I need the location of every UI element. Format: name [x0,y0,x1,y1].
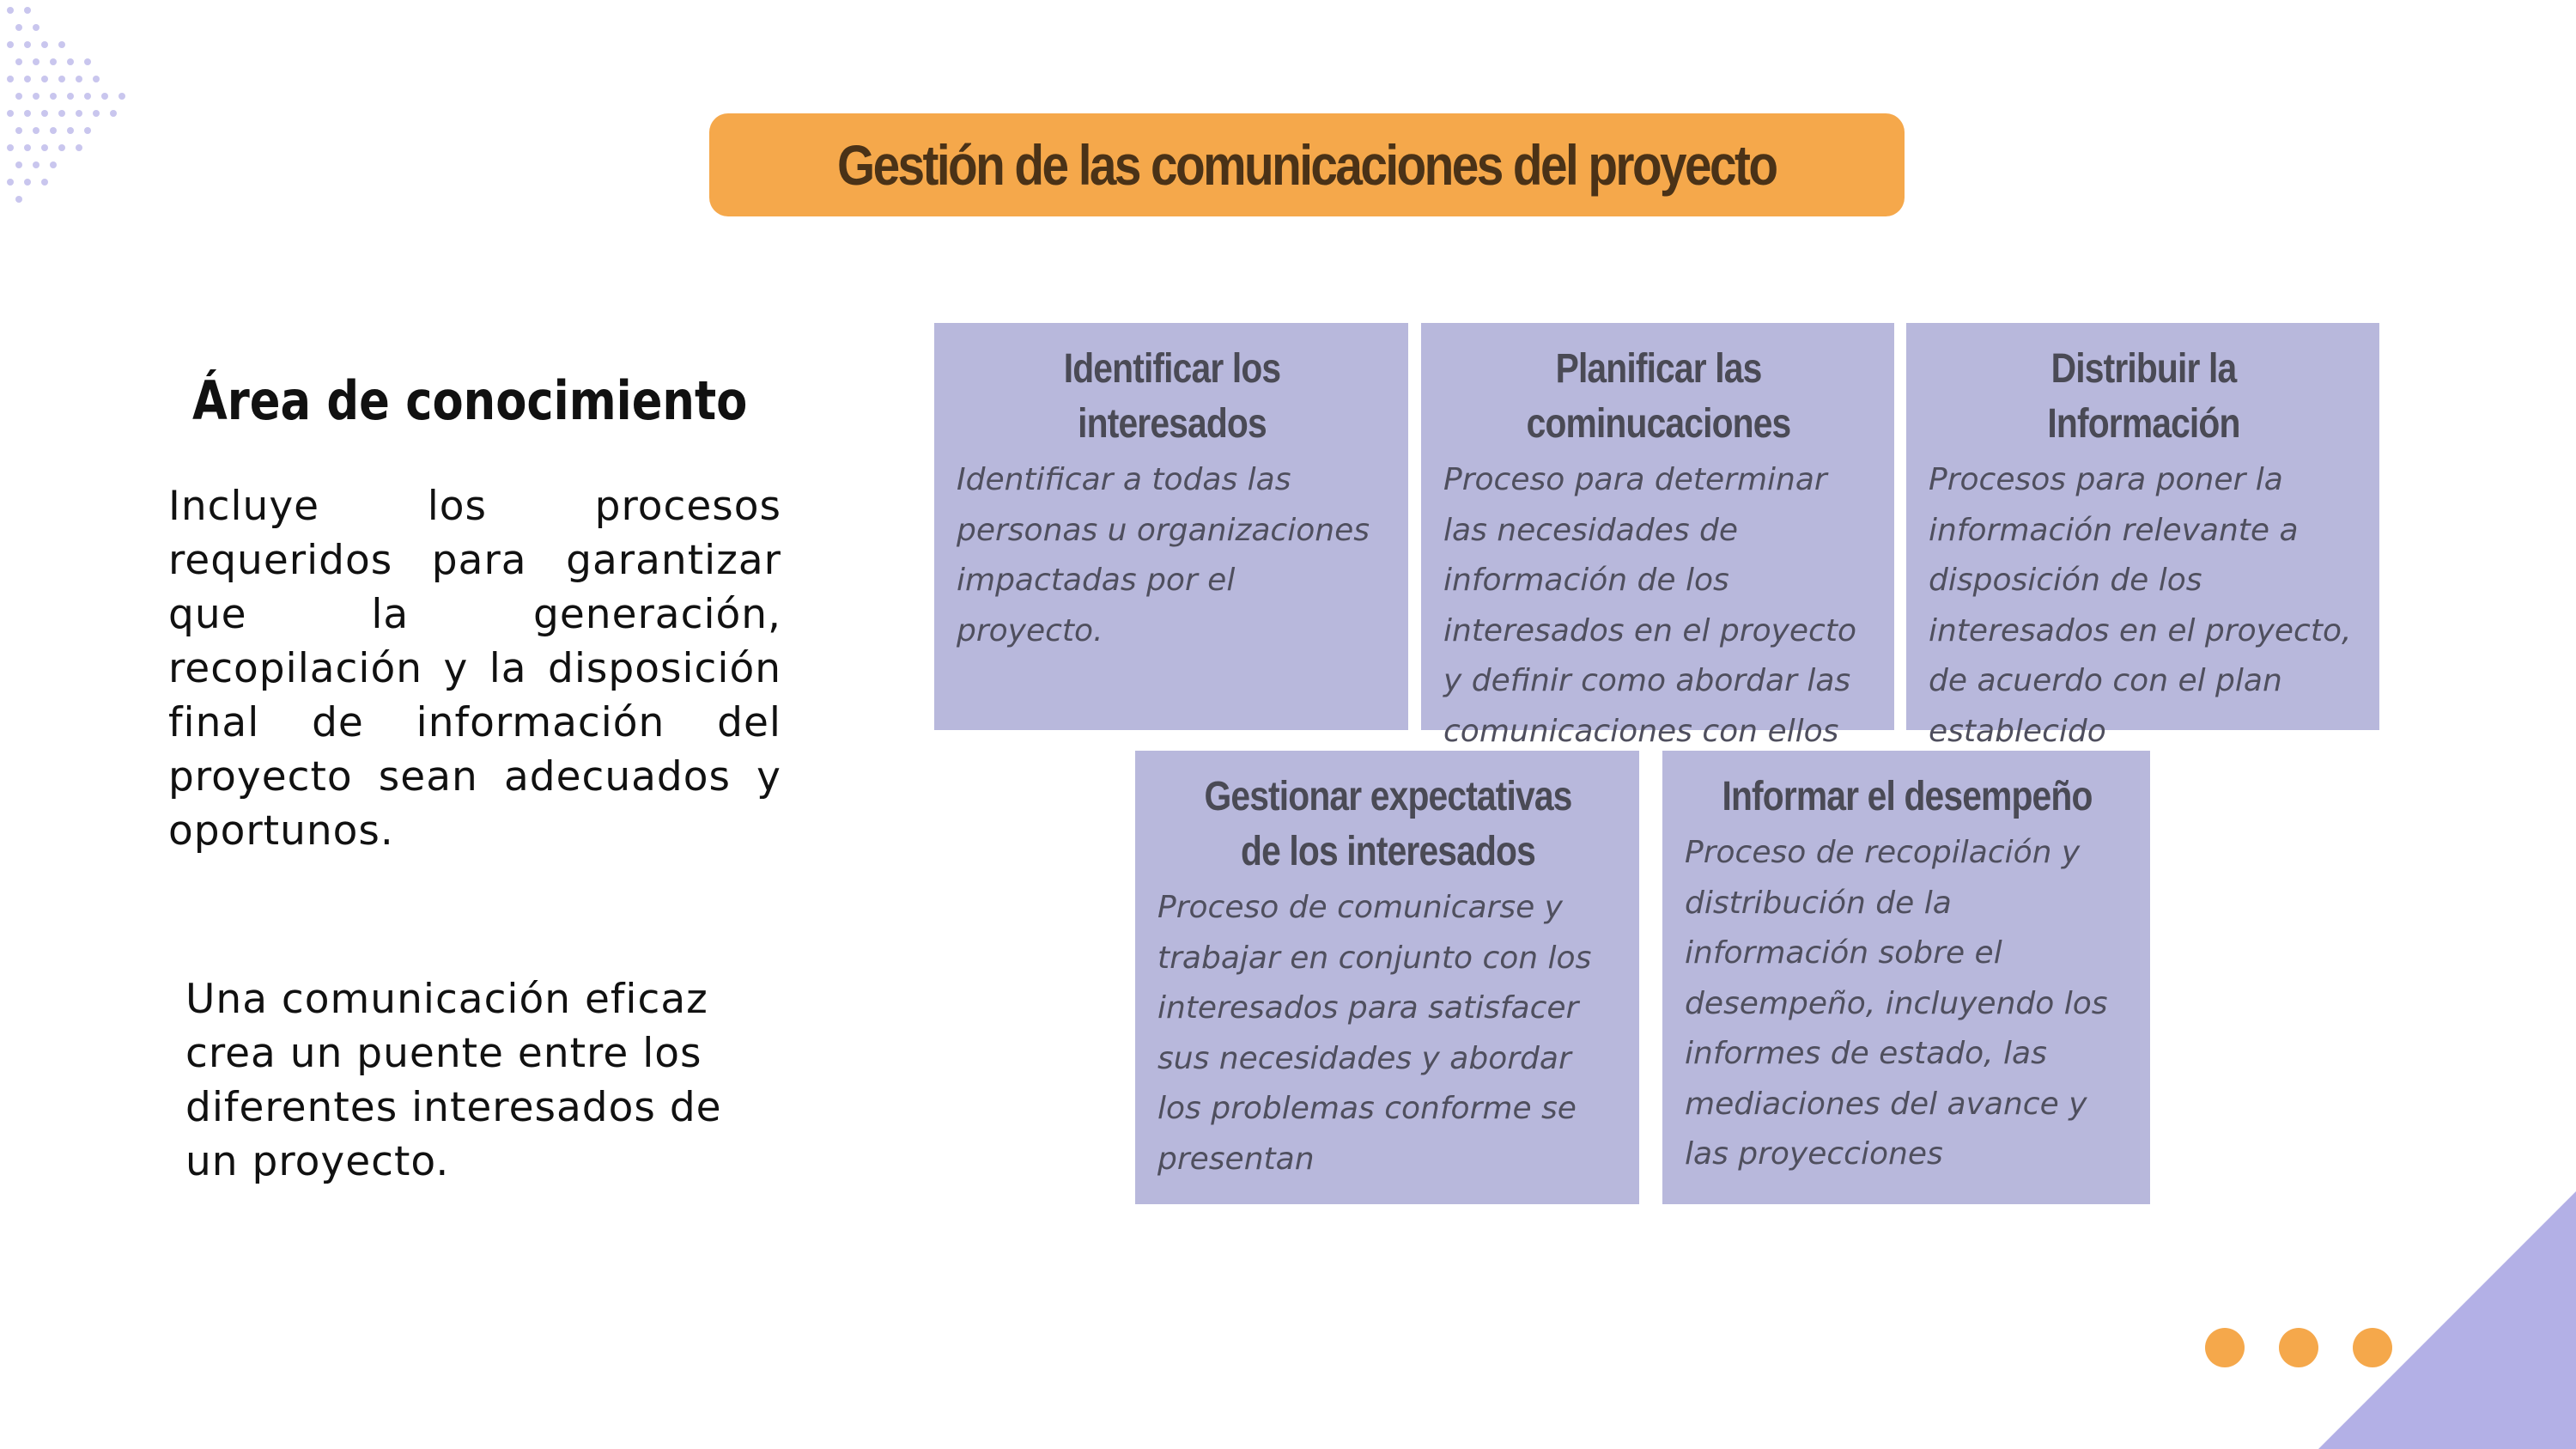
decor-dot [50,58,57,65]
decor-dot [7,144,14,151]
decor-dot [24,179,31,186]
decor-dot [15,127,22,134]
decor-dot [15,58,22,65]
process-card-informar [1662,751,2150,1204]
area-heading: Área de conocimiento [192,369,748,432]
decor-dot [41,179,48,186]
decor-dot [58,41,65,48]
decor-dot [33,24,39,31]
decor-dot [41,76,48,82]
area-description: Incluye los procesos requeridos para garantizar que la generación, recopilación y la disposición final de información del proyecto sean adecuados y oportunos. [168,483,781,855]
process-card-body: Proceso de recopilación y distribución de la información sobre el desempeño, incluyendo los informes de estado, las mediaciones del avance y las proyecciones [1685,835,2108,1172]
process-card-title: Gestionar expectativas de los interesados [1204,774,1572,874]
decor-dot [76,76,82,82]
decor-dot [15,161,22,168]
decor-dot [41,144,48,151]
dot-grid-decoration [0,0,129,223]
decor-dot [41,110,48,117]
decor-dot [41,41,48,48]
decor-dot [24,76,31,82]
decor-dot [101,93,108,100]
process-card-distribuir [1906,323,2379,749]
decor-dot [33,127,39,134]
decor-dot [58,144,65,151]
decor-dot [58,76,65,82]
decor-dot [7,76,14,82]
process-card-planificar [1421,323,1894,749]
decor-dot [84,93,91,100]
decor-dot [110,110,117,117]
process-card-title: Planificar las cominucaciones [1526,346,1791,447]
orange-dot-3 [2353,1328,2392,1367]
decor-dot [33,161,39,168]
process-card-title: Informar el desempeño [1722,774,2093,819]
decor-dot [67,93,74,100]
process-card-title: Distribuir la Información [2047,346,2240,447]
decor-dot [33,93,39,100]
quote-text: Una comunicación eficaz crea un puente entre los diferentes interesados de un proyecto. [185,976,722,1185]
decor-dot [33,58,39,65]
process-card-gestionar [1135,751,1639,1204]
process-card-body: Proceso para determinar las necesidades de información de los interesados en el proyecto y definir como abordar las comunicaciones con ellos [1443,462,1856,749]
decor-dot [15,93,22,100]
decor-dot [50,127,57,134]
decor-dot [24,7,31,14]
decor-dot [7,41,14,48]
process-card-body: Procesos para poner la información relevante a disposición de los interesados en el proyecto, de acuerdo con el plan establecido [1929,462,2352,749]
decor-dot [84,58,91,65]
decor-dot [7,7,14,14]
title-banner [709,113,1905,216]
decor-dot [15,24,22,31]
decor-dot [15,196,22,203]
decor-dot [93,76,100,82]
orange-dot-1 [2205,1328,2245,1367]
decor-dot [24,110,31,117]
decor-dot [7,110,14,117]
decor-dot [50,93,57,100]
decor-dot [76,144,82,151]
decor-dot [84,127,91,134]
process-card-body: Identificar a todas las personas u organizaciones impactadas por el proyecto. [957,462,1370,648]
decor-dot [67,58,74,65]
decor-dot [50,161,57,168]
decor-dot [76,110,82,117]
decor-dot [24,41,31,48]
triangle-decoration [2318,1191,2576,1449]
decor-dot [24,144,31,151]
slide-title: Gestión de las comunicaciones del proyecto [837,133,1777,197]
orange-dot-2 [2279,1328,2318,1367]
decor-dot [93,110,100,117]
process-card-body: Proceso de comunicarse y trabajar en conjunto con los interesados para satisfacer sus necesidades y abordar los problemas conforme se presentan [1157,890,1592,1177]
process-card-title: Identificar los interesados [1063,346,1281,447]
decor-dot [58,110,65,117]
decor-dot [67,127,74,134]
decor-dot [118,93,125,100]
decor-dot [7,179,14,186]
process-card-identificar [934,323,1408,730]
